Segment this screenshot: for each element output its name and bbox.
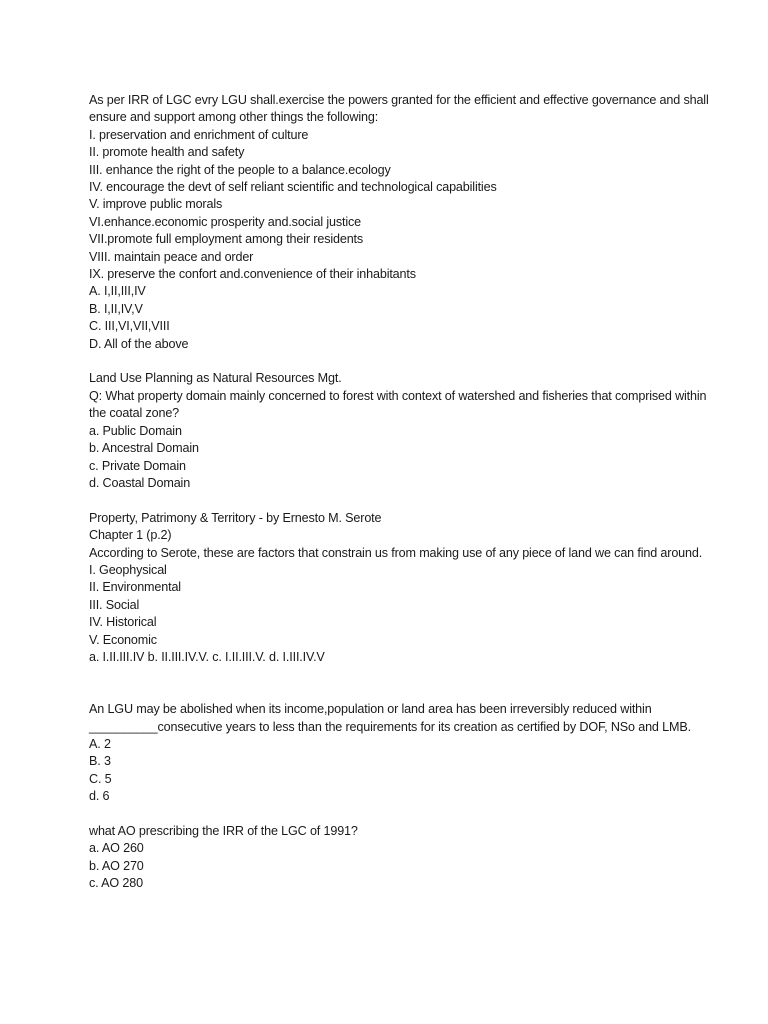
question-3-item: IV. Historical (89, 615, 157, 630)
question-4-choice: C. 5 (89, 771, 112, 786)
spacer (89, 666, 709, 701)
question-4 (89, 701, 709, 805)
question-2-choice: d. Coastal Domain (89, 475, 191, 490)
question-2 (89, 370, 709, 492)
question-4-choice: d. 6 (89, 789, 110, 804)
question-1-item: II. promote health and safety (89, 145, 245, 160)
spacer (89, 806, 709, 823)
question-3-item: V. Economic (89, 632, 157, 647)
document-page (89, 92, 709, 893)
spacer (89, 492, 709, 509)
question-1-item: IX. preserve the confort and.convenience of their inhabitants (89, 267, 416, 282)
question-1-item: VII.promote full employment among their residents (89, 232, 364, 247)
question-2-heading: Land Use Planning as Natural Resources Mgt. (89, 371, 342, 386)
question-4-choice: B. 3 (89, 754, 111, 769)
question-1-item: VI.enhance.economic prosperity and.social justice (89, 214, 361, 229)
question-3-item: I. Geophysical (89, 562, 167, 577)
question-5-stem: what AO prescribing the IRR of the LGC of 1991? (89, 824, 358, 838)
question-2-stem: Q: What property domain mainly concerned to forest with context of watershed and fisheries that comprised within the coatal zone? (89, 388, 707, 421)
spacer (89, 353, 709, 370)
question-1-choice: D. All of the above (89, 336, 189, 351)
question-1-choice: C. III,VI,VII,VIII (89, 319, 170, 334)
question-5-choice: b. AO 270 (89, 858, 144, 873)
question-1-item: III. enhance the right of the people to a balance.ecology (89, 162, 391, 177)
question-2-choice: b. Ancestral Domain (89, 441, 199, 456)
question-4-stem: An LGU may be abolished when its income,population or land area has been irreversibly reduced within __________consecutive years to less than the requirements for its creation as certified by DOF, NSo and LMB. (89, 702, 691, 734)
question-5 (89, 823, 709, 893)
question-3 (89, 510, 709, 667)
question-1-item: I. preservation and enrichment of culture (89, 127, 309, 142)
question-4-choice: A. 2 (89, 736, 111, 751)
question-3-chapter: Chapter 1 (p.2) (89, 528, 172, 543)
question-1-item: IV. encourage the devt of self reliant scientific and technological capabilities (89, 180, 497, 195)
question-5-choice: a. AO 260 (89, 841, 144, 856)
question-1-item: VIII. maintain peace and order (89, 249, 254, 264)
question-1-choice: A. I,II,III,IV (89, 284, 146, 299)
question-2-choice: c. Private Domain (89, 458, 186, 473)
question-3-item: II. Environmental (89, 580, 181, 595)
question-1-choice: B. I,II,IV,V (89, 301, 143, 316)
question-3-source: Property, Patrimony & Territory - by Ernesto M. Serote (89, 510, 382, 525)
question-3-stem: According to Serote, these are factors that constrain us from making use of any piece of land we can find around. (89, 545, 703, 560)
question-1 (89, 92, 709, 353)
question-2-choice: a. Public Domain (89, 423, 182, 438)
question-3-choices: a. I.II.III.IV b. II.III.IV.V. c. I.II.III.V. d. I.III.IV.V (89, 649, 325, 664)
question-5-choice: c. AO 280 (89, 876, 143, 891)
question-3-item: III. Social (89, 597, 140, 612)
question-1-item: V. improve public morals (89, 197, 223, 212)
question-1-stem: As per IRR of LGC evry LGU shall.exercise the powers granted for the efficient and effective governance and shall ensure and support among other things the following: (89, 93, 709, 125)
